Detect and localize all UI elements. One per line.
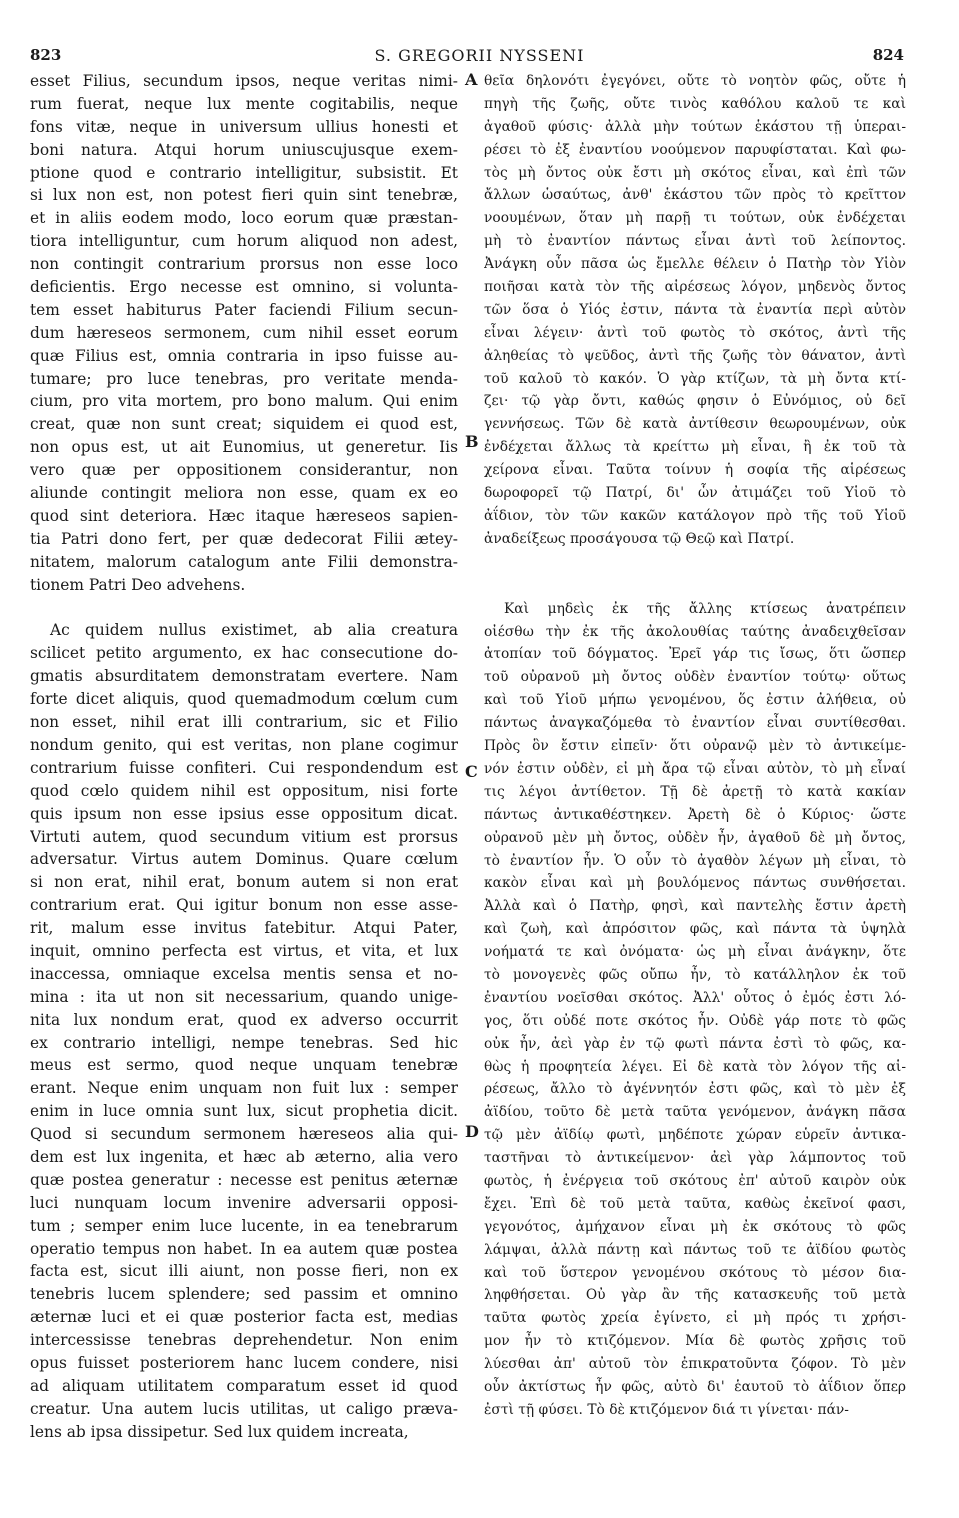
- latin-text-line: et in aliis eodem modo, loco eorum quæ præstan-: [30, 209, 458, 228]
- latin-text-line: inaccessa, omniaque excelsa mentis sensa et no-: [30, 964, 458, 983]
- latin-text-line: esset Filius, secundum ipsos, neque veritas nimi-: [30, 72, 458, 90]
- latin-text-line: dem est lux ingenita, et hæc ab æterno, alia vero: [30, 1147, 458, 1166]
- latin-text-line: ex contrario intelligi, nempe tenebras. Sed hic: [30, 1033, 458, 1052]
- latin-text-line: nitatem, malorum catalogum ante Filii demonstra-: [30, 552, 458, 571]
- greek-text-line: ποιῆσαι κατὰ τὸν τῆς αἱρέσεως λόγον, μηδενὸς ὄντος: [484, 279, 906, 296]
- latin-text-line: non esset, nihil erat illi contrarium, sic et Filio: [30, 713, 458, 732]
- greek-text-line: ἀναδείξεως προσάγουσα τῷ Θεῷ καὶ Πατρί.: [484, 530, 795, 547]
- latin-text-line: tumare; pro luce tenebras, pro veritate menda-: [30, 369, 458, 388]
- greek-text-line: λάμψαι, ἀλλὰ πάντῃ καὶ πάντως τοῦ τε ἀϊδίου φωτὸς: [484, 1241, 906, 1258]
- latin-text-line: lens ab ipsa dissipetur. Sed lux quidem increata,: [30, 1422, 409, 1441]
- latin-text-line: mina : ita ut non sit necessarium, quando unige-: [30, 987, 458, 1006]
- greek-text-line: εἶναι λέγειν· ἀντὶ τοῦ φωτὸς τὸ σκότος, ἀντὶ τῆς: [484, 324, 906, 341]
- greek-text-line: γεγονότος, ἀμήχανον εἶναι μὴ ἐκ σκότους τὸ φῶς: [484, 1218, 906, 1235]
- greek-text-line: τὸ ἐναντίον ἦν. Ὁ οὖν τὸ ἀγαθὸν λέγων μὴ εἶναι, τὸ: [484, 852, 906, 869]
- latin-text-line: forte dicet aliquis, quod quemadmodum cœlum cum: [30, 690, 458, 709]
- latin-text-line: creat, quæ non sunt creat; siquidem ei quod est,: [30, 415, 458, 434]
- latin-text-line: boni natura. Atqui horum uniuscujusque exem-: [30, 140, 458, 159]
- latin-text-line: Quod si secundum sermonem hæreseos alia qui-: [30, 1125, 458, 1144]
- latin-text-line: non opus est, ut ait Eunomius, ut generetur. Iis: [30, 438, 458, 457]
- greek-text-line: δωροφορεῖ τῷ Πατρί, δι' ὧν ἀτιμάζει τοῦ Υἱοῦ τὸ: [484, 485, 906, 502]
- latin-text-line: si lux non est, non potest fieri quin sint tenebræ,: [30, 186, 458, 205]
- greek-text-line: ρέσεως, ἄλλο τὸ ἀγέννητόν ἐστι φῶς, καὶ τὸ μὲν ἐξ: [484, 1081, 906, 1098]
- latin-text-line: fons vitæ, neque in universum ullius honesti et: [30, 117, 458, 136]
- latin-text-line: tenebris lucem splendere; sed passim et omnino: [30, 1285, 458, 1304]
- latin-text-line: quod cœlo quidem nihil est oppositum, nisi forte: [30, 781, 458, 800]
- greek-text-line: θεῖα δηλονότι ἐγεγόνει, οὔτε τὸ νοητὸν φῶς, οὔτε ἡ: [484, 73, 906, 89]
- greek-text-line: μὴ τὸ ἐναντίον πάντως εἶναι ἀντὶ τοῦ λείποντος.: [484, 233, 906, 250]
- greek-text-line: τῶν ὅσα ὁ Υἱός ἐστιν, πάντα τὰ ἐναντία περὶ αὐτὸν: [484, 301, 906, 318]
- running-title: S. GREGORII NYSSENI: [374, 46, 585, 65]
- latin-text-line: cium, pro vita mortem, pro bono malum. Qui enim: [30, 392, 458, 411]
- greek-text-line: μον ἦν τὸ κτιζόμενον. Μία δὲ φωτὸς χρῆσις τοῦ: [484, 1333, 906, 1350]
- greek-column: [484, 70, 906, 1422]
- latin-text-line: contrarium fuisse confiteri. Cui respondendum est: [30, 758, 458, 777]
- latin-text-line: aliunde contingit meliora non esse, quam ex eo: [30, 484, 458, 503]
- greek-text-line: ἐστὶ τῇ φύσει. Τὸ δὲ κτιζόμενον διά τι γίνεται· πάν-: [484, 1401, 849, 1418]
- latin-text-line: vero quæ per oppositionem considerantur, non: [30, 461, 458, 480]
- greek-text-line: τοῦ οὐρανοῦ μὴ ὄντος οὐδὲν ἐναντίον τούτῳ· οὕτως: [484, 669, 906, 686]
- latin-text-line: nondum genito, qui est veritas, non plane cogimur: [30, 735, 458, 754]
- latin-column: [30, 70, 458, 1444]
- margin-letter-a: A: [465, 70, 478, 89]
- greek-text-line: Ἀνάγκη οὖν πᾶσα ὡς ἔμελλε θέλειν ὁ Πατὴρ τὸν Υἱὸν: [484, 256, 906, 273]
- running-header: [0, 46, 959, 66]
- greek-text-line: τῷ μὲν ἀϊδίῳ φωτὶ, μηδέποτε χώραν εὑρεῖν ἀντικα-: [484, 1127, 906, 1144]
- greek-text-line: νοήματά τε καὶ ὀνόματα· ὡς μὴ εἶναι ἀνάγκην, ὅτε: [484, 944, 906, 961]
- latin-text-line: tia Patri dono fert, per quæ dedecorat Filii ætey-: [30, 529, 458, 548]
- greek-text-line: καὶ ζωὴ, καὶ ἀπρόσιτον φῶς, καὶ πάντα τὰ ὑψηλὰ: [484, 921, 906, 938]
- greek-text-line: φωτὸς, ἡ ἐνέργεια τοῦ σκότους ἐπ' αὐτοῦ καιρὸν οὐκ: [484, 1172, 906, 1189]
- latin-text-line: tionem Patri Deo advehens.: [30, 575, 246, 594]
- latin-text-line: quis ipsum non esse ipsius esse oppositum dicat.: [30, 804, 458, 823]
- latin-text-line: tum ; semper enim luce lucente, in ea tenebrarum: [30, 1216, 458, 1235]
- latin-text-line: Virtuti autem, quod secundum vitium est prorsus: [30, 827, 458, 846]
- greek-text-line: γος, ὅτι οὐδέ ποτε σκότος ἦν. Οὐδὲ γάρ ποτε τὸ φῶς: [484, 1012, 906, 1029]
- latin-text-line: contrarium erat. Qui igitur bonum non esse asse-: [30, 896, 458, 915]
- greek-text-line: οὐκ ἦν, ἀεὶ γὰρ ἐν τῷ φωτὶ πάντα ἐστὶ τὸ φῶς, κα-: [484, 1035, 906, 1052]
- greek-text-line: τοῦ καλοῦ τὸ κακόν. Ὁ γὰρ κτίζων, τὰ μὴ ὄντα κτί-: [484, 370, 906, 387]
- margin-letter-c: C: [465, 762, 478, 781]
- latin-text-line: gmatis absurditatem demonstratam evertere. Nam: [30, 667, 458, 686]
- latin-text-line: enim in luce omnia sunt lux, sicut prophetia dicit.: [30, 1102, 458, 1121]
- greek-text-line: τὸς μὴ ὄντος οὐκ ἔστι μὴ σκότος εἶναι, καὶ ἐπὶ τῶν: [484, 164, 906, 181]
- greek-text-line: ἀΐδιον, τὸν τῶν κακῶν κατάλογον πρὸ τῆς τοῦ Υἱοῦ: [484, 507, 906, 524]
- greek-text-line: τὸ μονογενὲς φῶς οὔπω ἦν, τὸ κατάλληλον ἐκ τοῦ: [484, 966, 906, 983]
- latin-text-line: quod sint deteriora. Hæc itaque hæreseos sapien-: [30, 506, 458, 525]
- latin-text-line: non contingit contrarium prorsus non esse loco: [30, 255, 458, 274]
- greek-text-line: πάντως ἀναγκαζόμεθα τὸ ἐναντίον εἶναι συντίθεσθαι.: [484, 715, 906, 732]
- greek-text-line: ἐνδέχεται ἄλλως τὰ κρείττω μὴ εἶναι, ἢ ἐκ τοῦ τὰ: [484, 439, 906, 456]
- latin-text-line: inquit, omnino perfecta est virtus, et vita, et lux: [30, 941, 458, 960]
- greek-text-line: οἰέσθω τὴν ἐκ τῆς ἀκολουθίας ταύτης ἀναδειχθεῖσαν: [484, 623, 906, 640]
- greek-text-line: ἔχει. Ἐπὶ δὲ τοῦ μετὰ ταῦτα, καθὼς ἐκεῖνοί φασι,: [484, 1195, 906, 1212]
- latin-text-line: meus est sermo, quod neque unquam tenebræ: [30, 1056, 458, 1075]
- greek-text-line: ἀτοπίαν τοῦ δόγματος. Ἐρεῖ γάρ τις ἴσως, ὅτι ὥσπερ: [484, 646, 906, 663]
- greek-text-line: Πρὸς ὃν ἔστιν εἰπεῖν· ὅτι οὐρανῷ μὲν τὸ ἀντικείμε-: [484, 738, 906, 755]
- greek-text-line: οὖν ἀκτίστως ἦν φῶς, αὐτὸ δι' ἑαυτοῦ τὸ ἀΐδιον ὅπερ: [484, 1378, 906, 1395]
- latin-text-line: operatio tempus non habet. In ea autem quæ postea: [30, 1239, 458, 1258]
- greek-text-line: ζει· τῷ γὰρ ὄντι, καθώς φησιν ὁ Εὐνόμιος, οὐ δεῖ: [484, 393, 906, 410]
- latin-text-line: rum fuerat, neque lux mente cogitabilis, neque: [30, 94, 458, 113]
- latin-text-line: tem esset habiturus Pater faciendi Filium secun-: [30, 300, 458, 319]
- greek-text-line: ταστῆναι τὸ ἀντικείμενον· ἀεὶ γὰρ λάμποντος τοῦ: [484, 1150, 906, 1167]
- latin-text-line: quæ postea generatur : necesse est penitus æternæ: [30, 1170, 458, 1189]
- latin-text-line: erant. Neque enim unquam non fuit lux : semper: [30, 1079, 458, 1098]
- latin-text-line: nita lux nondum erat, quod ex adverso occurrit: [30, 1010, 458, 1029]
- greek-text-line: λύεσθαι ἀπ' αὐτοῦ τὸν ἐπικρατοῦντα ζόφον. Τὸ μὲν: [484, 1356, 906, 1373]
- latin-text-line: ad aliquam utilitatem comparatum esset id quod: [30, 1376, 458, 1395]
- paragraph-gap: [484, 551, 906, 598]
- latin-text-line: si non erat, nihil erat, bonum autem si non erat: [30, 873, 458, 892]
- greek-text-line: γεννήσεως. Τῶν δὲ κατὰ ἀντίθεσιν θεωρουμένων, οὐκ: [484, 416, 906, 433]
- latin-text-line: creatur. Una autem lucis utilitas, ut caligo præva-: [30, 1399, 458, 1418]
- latin-text-line: quæ Filius est, omnia contraria in ipso fuisse au-: [30, 346, 458, 365]
- latin-text-line: luci nunquam locum invenire adversarii opposi-: [30, 1193, 458, 1212]
- greek-text-line: ἀγαθοῦ φύσις· ἀλλὰ μὴν τούτων ἑκάστου τῇ ὑπεραι-: [484, 118, 906, 135]
- latin-text-line: facta est, sicut illi aiunt, non posse fieri, non ex: [30, 1262, 458, 1281]
- greek-text-line: νόν ἐστιν οὐδὲν, εἰ μὴ ἄρα τῷ εἶναι αὐτὸν, τὸ μὴ εἶναί: [484, 760, 906, 777]
- greek-text-line: Ἀλλὰ καὶ ὁ Πατὴρ, φησὶ, καὶ παντελὴς ἔστιν ἀρετὴ: [484, 898, 906, 915]
- greek-text-line: ἐναντίου νοεῖσθαι σκότος. Ἀλλ' οὗτος ὁ ἐμός ἐστι λό-: [484, 989, 906, 1006]
- greek-text-line: καὶ τοῦ Υἱοῦ μήπω γενομένου, ὅς ἐστιν ἀλήθεια, οὐ: [484, 692, 906, 709]
- latin-text-line: ptione quod e contrario intelligitur, subsistit. Et: [30, 163, 458, 182]
- latin-text-line: tiora intelliguntur, cum horum aliquod non adest,: [30, 232, 458, 251]
- margin-letter-b: B: [465, 432, 479, 451]
- greek-text-line: τις λέγοι ἀντίθετον. Τῇ δὲ ἀρετῇ τὸ κατὰ κακίαν: [484, 783, 906, 800]
- right-page-number: 824: [872, 46, 904, 64]
- latin-text-line: intercessisse tenebras deprehendetur. Non enim: [30, 1331, 458, 1350]
- latin-text-line: Ac quidem nullus existimet, ab alia creatura: [50, 621, 458, 640]
- latin-text-line: opus fuisset posteriorem hanc lucem condere, nisi: [30, 1353, 458, 1372]
- latin-text-line: æternæ luci et ei quæ posterior facta est, medias: [30, 1308, 458, 1327]
- latin-text-line: scilicet petito argumento, ex hac consecutione do-: [30, 644, 458, 663]
- latin-text-line: deficientis. Ergo necesse est omnino, si volunta-: [30, 278, 458, 297]
- paragraph-gap: [30, 596, 458, 619]
- greek-text-line: ληφθήσεται. Οὐ γὰρ ἂν τῆς κατασκευῆς τοῦ μετὰ: [484, 1287, 906, 1304]
- greek-text-line: ἄλλων ὡσαύτως, ἀνθ' ἑκάστου τῶν πρὸς τὸ κρεῖττον: [484, 187, 906, 204]
- left-page-number: 823: [30, 46, 62, 64]
- greek-text-line: πάντως ἀντικαθέστηκεν. Ἀρετὴ δὲ ὁ Κύριος· ὥστε: [484, 806, 906, 823]
- greek-text-line: ταῦτα φωτὸς χρεία ἐγίνετο, εἰ μὴ πρός τι χρήσι-: [484, 1310, 906, 1327]
- greek-text-line: καὶ τοῦ ὕστερον γενομένου σκότους τὸ μέσον δια-: [484, 1264, 906, 1281]
- greek-text-line: νοουμένων, ὅταν μὴ παρῇ τι τούτων, οὐκ ἐνδέχεται: [484, 210, 906, 227]
- greek-text-line: χείρονα εἶναι. Ταῦτα τοίνυν ἡ σοφία τῆς αἱρέσεως: [484, 462, 906, 479]
- latin-text-line: adversatur. Virtus autem Dominus. Quare cœlum: [30, 850, 458, 869]
- latin-text-line: rit, malum esse invitus fatebitur. Atqui Pater,: [30, 919, 458, 938]
- greek-text-line: ρέσει τὸ ἐξ ἐναντίου νοούμενον παρυφίσταται. Καὶ φω-: [484, 141, 906, 158]
- greek-text-line: οὐρανοῦ μὲν μὴ ὄντος, οὐδὲν ἦν, ἀγαθοῦ δὲ μὴ ὄντος,: [484, 829, 906, 846]
- greek-text-line: Καὶ μηδεὶς ἐκ τῆς ἄλλης κτίσεως ἀνατρέπειν: [504, 600, 906, 617]
- greek-text-line: ἀϊδίου, τοῦτο δὲ μετὰ ταῦτα γενόμενον, ἀνάγκη πᾶσα: [484, 1104, 906, 1121]
- greek-text-line: ἀληθείας τὸ ψεῦδος, ἀντὶ τῆς ζωῆς τὸν θάνατον, ἀντὶ: [484, 347, 906, 364]
- margin-letter-d: D: [465, 1122, 479, 1141]
- latin-text-line: dum hæreseos sermonem, cum nihil esset eorum: [30, 323, 458, 342]
- greek-text-line: πηγὴ τῆς ζωῆς, οὔτε τινὸς καθόλου καλοῦ τε καὶ: [484, 95, 906, 112]
- greek-text-line: κακὸν εἶναι καὶ μὴ βουλόμενος πάντως συνθήσεται.: [484, 875, 906, 892]
- greek-text-line: θὼς ἡ προφητεία λέγει. Εἰ δὲ κατὰ τὸν λόγον τῆς αἱ-: [484, 1058, 906, 1075]
